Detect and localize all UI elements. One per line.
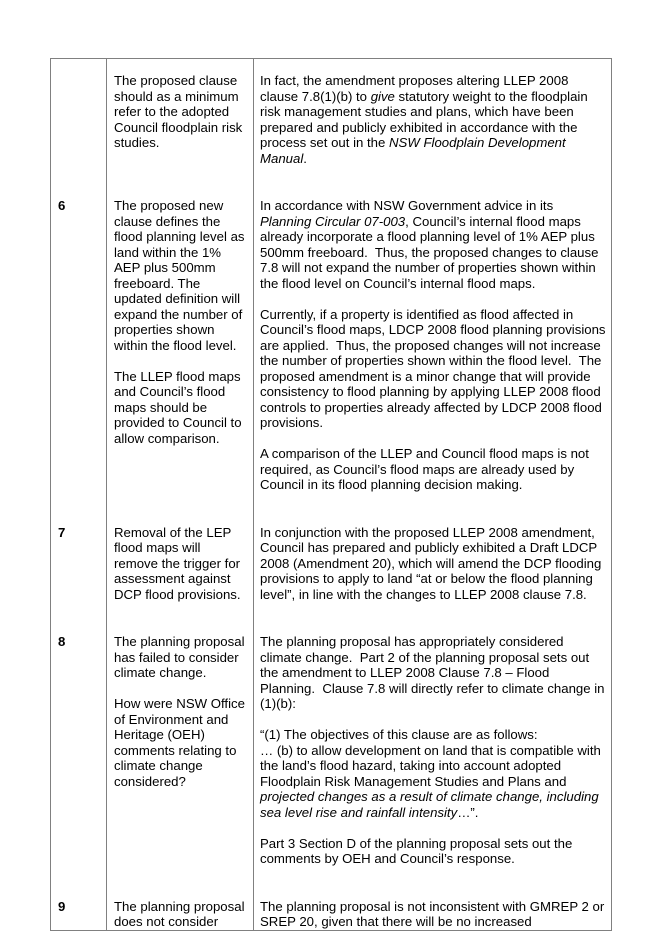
issue-cell [107,511,254,621]
italic-text: projected changes as a result of climate change, including sea level rise and rainfall intensity [260,789,603,820]
row-number [51,885,107,931]
response-paragraph [260,525,606,603]
response-cell [254,184,612,511]
response-paragraph [260,198,606,291]
issue-text [107,525,253,603]
issue-paragraph: The LLEP flood maps and Council’s flood maps should be provided to Council to allow comparison. [114,368,242,446]
issue-text [107,198,253,446]
issue-text [107,73,253,151]
text-run: The planning proposal is not inconsistent with GMREP 2 or SREP 20, given that there will be no increased [260,898,608,929]
issue-cell [107,885,254,931]
row-number [51,620,107,885]
text-run: Currently, if a property is identified as flood affected in Council’s flood maps, LDCP 2008 flood planning provisions are applied. Thus, the proposed changes will not increase the number of properties shown within the flood level. The proposed amendment is a minor change that will provide consistency to flood planning by applying LLEP 2008 flood controls to properties already affected by LDCP 2008 flood provisions. [260,306,610,430]
issue-paragraph: The planning proposal does not consider [114,898,245,929]
table-row [51,59,612,185]
response-cell [254,620,612,885]
issue-cell [107,620,254,885]
response-cell [254,511,612,621]
text-run: , Council’s internal flood maps already incorporate a flood planning level of 1% AEP plus 500mm freeboard. Thus, the proposed changes to clause 7.8 will not expand the number of properties shown within the flood level on Council’s internal flood maps. [260,213,603,291]
table-row [51,885,612,931]
text-run: “(1) The objectives of this clause are as follows: … (b) to allow development on land that is compatible with the land’s flood hazard, taking into account adopted Floodplain Risk Management Studies and Plans and [260,727,601,789]
response-paragraph [260,727,606,820]
response-cell [254,59,612,185]
row-number [51,511,107,621]
issue-cell [107,59,254,185]
text-run: The planning proposal has appropriately considered climate change. Part 2 of the planning proposal sets out the amendment to LLEP 2008 Clause 7.8 – Flood Planning. Clause 7.8 will directly refer to climate change in (1)(b): [260,634,609,711]
response-paragraph [260,836,606,867]
table-row [51,620,612,885]
issue-paragraph: How were NSW Office of Environment and Heritage (OEH) comments relating to climate change considered? [114,696,245,789]
issue-paragraph: The planning proposal has failed to consider climate change. [114,634,245,680]
response-paragraph [260,446,606,493]
response-paragraph [260,634,609,712]
text-run: In fact, the amendment proposes altering LLEP 2008 clause 7.8(1)(b) to [260,73,573,104]
table-row [51,511,612,621]
text-run: . [303,150,307,166]
italic-text: give [370,88,395,104]
row-number-text: 7 [58,524,66,540]
response-text [254,525,611,603]
row-number-text: 6 [58,198,66,213]
text-run: Part 3 Section D of the planning proposal sets out the comments by OEH and Council’s response. [260,835,576,866]
submissions-table [50,58,612,931]
text-run: In conjunction with the proposed LLEP 2008 amendment, Council has prepared and publicly exhibited a Draft LDCP 2008 (Amendment 20), which will amend the DCP flooding provisions to apply to land “at or below the flood planning level”, in line with the changes to LLEP 2008 clause 7.8. [260,524,606,602]
text-run: …”. [457,804,479,820]
issue-cell [107,184,254,511]
row-number [51,184,107,511]
response-paragraph [260,899,606,930]
response-text [254,899,611,930]
italic-text: Planning Circular 07-003 [260,213,406,229]
issue-paragraph: The proposed new clause defines the flood planning level as land within the 1% AEP plus 500mm freeboard. The updated definition will expand the number of properties shown within the flood level. [114,198,245,353]
row-number-text: 8 [58,634,66,649]
response-paragraph [260,73,606,166]
text-run: statutory weight to the floodplain risk management studies and plans, which have been prepared and publicly exhibited in accordance with the process set out in the [260,88,592,150]
issue-text [107,634,253,789]
issue-paragraph: Removal of the LEP flood maps will remove the trigger for assessment against DCP flood provisions. [114,524,241,602]
row-number-text: 9 [58,898,66,914]
italic-text: NSW Floodplain Development Manual [260,135,570,166]
text-run: A comparison of the LLEP and Council flood maps is not required, as Council’s flood maps are already used by Council in its flood planning decision making. [260,446,593,492]
response-cell [254,885,612,931]
row-number [51,59,107,185]
issue-paragraph: The proposed clause should as a minimum refer to the adopted Council floodplain risk studies. [114,73,243,150]
issue-text [107,899,253,930]
text-run: In accordance with NSW Government advice in its [260,198,557,213]
response-text [254,198,611,493]
response-text [254,73,611,166]
response-paragraph [260,306,610,431]
table-row [51,184,612,511]
response-text [254,634,611,867]
